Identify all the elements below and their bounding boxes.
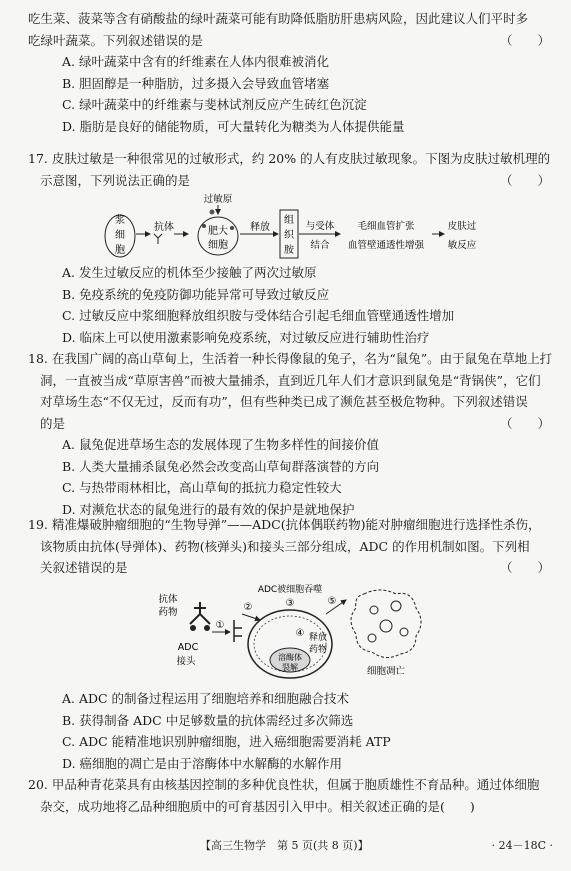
mast-cell-label-2: 细胞: [208, 240, 228, 251]
allergy-mechanism-diagram: [100, 192, 480, 260]
page-footer: [0, 836, 571, 856]
q19-line-1: 19. 精准爆破肿瘤细胞的“生物导弹”——ADC(抗体偶联药物)能对肿瘤细胞进行选择性杀伤，: [28, 517, 541, 532]
allergen-label: 过敏原: [203, 194, 233, 205]
step-3-marker: ③: [285, 598, 295, 609]
adc-drug-label: 药物: [158, 607, 178, 618]
effect-label-2: 血管壁通透性增强: [347, 240, 425, 251]
step-1-marker: ①: [215, 620, 225, 631]
effect-label-1: 毛细血管扩张: [357, 221, 415, 232]
q18-line-1: 18. 在我国广阔的高山草甸上，生活着一种长得像鼠的兔子，名为“鼠兔”。由于鼠兔在草地上打: [28, 351, 553, 366]
plasma-cell-label-2: 细: [115, 230, 125, 241]
q18-line-2: 洞，一直被当成“草原害兽”而被大量捕杀，直到近几年人们才意识到鼠兔是“背锅侠”，它们: [40, 372, 541, 388]
adc-mechanism-diagram: [150, 580, 440, 682]
adc-antibody-label: 抗体: [158, 594, 178, 605]
q17-answer-paren: （ ）: [499, 172, 550, 188]
q18-option-b: B. 人类大量捕杀鼠兔必然会改变高山草甸群落演替的方向: [62, 458, 380, 474]
q19-option-c: C. ADC 能精准地识别肿瘤细胞，进入癌细胞需要消耗 ATP: [62, 734, 391, 749]
footer-exam-code: · 24－18C ·: [491, 839, 553, 852]
q18-option-a: A. 鼠兔促进草场生态的发展体现了生物多样性的间接价值: [62, 437, 379, 452]
q16-option-a: A. 绿叶蔬菜中含有的纤维素在人体内很难被消化: [62, 54, 329, 69]
question-17: [28, 148, 558, 191]
plasma-cell-label-1: 浆: [115, 215, 125, 226]
q18-option-c: C. 与热带雨林相比，高山草甸的抵抗力稳定性较大: [62, 480, 342, 495]
q17-option-a: A. 发生过敏反应的机体至少接触了两次过敏原: [62, 265, 317, 280]
apoptosis-label: 细胞凋亡: [366, 666, 406, 677]
histamine-label-1: 组: [284, 215, 294, 226]
q16-answer-paren: （ ）: [499, 32, 550, 48]
q16-option-b: B. 胆固醇是一种脂肪，过多摄入会导致血管堵塞: [62, 75, 330, 91]
q20-line-1: 20. 甲品种青花菜具有由核基因控制的多种优良性状，但属于胞质雄性不育品种。通过体细胞: [28, 777, 540, 792]
antibody-y-icon: [154, 234, 162, 244]
q18-option-d: D. 对濒危状态的鼠兔进行的最有效的保护是就地保护: [62, 501, 355, 517]
q18-line-4: 的是: [40, 415, 66, 431]
mast-cell-label-1: 肥大: [208, 226, 228, 237]
lysosome-label-1: 溶酶体: [278, 653, 302, 662]
receptor-label-1: 与受体: [305, 221, 335, 232]
adc-linker-label: 接头: [176, 656, 196, 667]
q19-line-3: 关叙述错误的是: [40, 560, 128, 575]
q17-option-d: D. 临床上可以使用激素影响免疫系统，对过敏反应进行辅助性治疗: [62, 329, 430, 345]
step-2-marker: ②: [243, 602, 253, 613]
adc-engulf-label: ADC被细胞吞噬: [257, 585, 323, 595]
footer-page-info: 【高三生物学 第 5 页(共 8 页)】: [200, 839, 369, 852]
release-label: 释放: [250, 222, 270, 233]
histamine-label-2: 织: [284, 230, 294, 241]
apoptotic-cell-shape: [351, 590, 421, 658]
question-19: [28, 514, 558, 579]
q16-line-1: 吃生菜、菠菜等含有硝酸盐的绿叶蔬菜可能有助降低脂肪肝患病风险，因此建议人们平时多: [28, 11, 529, 26]
q20-line-2: 杂交，成功地将乙品种细胞质中的可育基因引入甲中。相关叙述正确的是( ): [40, 798, 475, 814]
q18-line-3: 对草场生态“不仅无过，反而有功”，但有些种类已成了濒危甚至极危物种。下列叙述错误: [40, 394, 528, 409]
question-19-options: [28, 688, 558, 774]
allergen-dot: [210, 210, 215, 215]
histamine-label-3: 胺: [284, 245, 294, 256]
step-5-marker: ⑤: [327, 596, 337, 607]
question-18: [28, 348, 558, 520]
q19-option-a: A. ADC 的制备过程运用了细胞培养和细胞融合技术: [62, 691, 350, 706]
question-16: [28, 8, 558, 137]
result-label-2: 敏反应: [447, 240, 477, 251]
question-20: [28, 774, 558, 817]
q17-line-2: 示意图，下列说法正确的是: [40, 172, 191, 188]
adc-name-label: ADC: [177, 642, 199, 653]
q19-option-d: D. 癌细胞的凋亡是由于溶酶体中水解酶的水解作用: [62, 755, 343, 771]
result-label-1: 皮肤过: [447, 221, 477, 232]
step-4-marker: ④: [295, 628, 305, 639]
q19-line-2: 该物质由抗体(导弹体)、药物(核弹头)和接头三部分组成，ADC 的作用机制如图。下列相: [40, 538, 530, 554]
q16-option-d: D. 脂肪是良好的储能物质，可大量转化为糖类为人体提供能量: [62, 118, 405, 134]
release-drug-label-1: 释放: [308, 633, 328, 643]
q18-answer-paren: （ ）: [499, 415, 550, 431]
q16-line-2: 吃绿叶蔬菜。下列叙述错误的是: [28, 32, 204, 48]
q17-option-b: B. 免疫系统的免疫防御功能异常可导致过敏反应: [62, 286, 330, 302]
question-17-options: [28, 262, 558, 348]
lysosome-label-2: 裂解: [282, 663, 298, 672]
adc-molecule-icon: [190, 602, 210, 624]
release-drug-label-2: 药物: [308, 645, 328, 655]
q17-line-1: 17. 皮肤过敏是一种很常见的过敏形式，约 20% 的人有皮肤过敏现象。下图为皮肤过敏机理的: [28, 151, 551, 166]
antibody-label: 抗体: [154, 222, 174, 233]
q16-option-c: C. 绿叶蔬菜中的纤维素与斐林试剂反应产生砖红色沉淀: [62, 97, 367, 112]
q19-option-b: B. 获得制备 ADC 中足够数量的抗体需经过多次筛选: [62, 712, 354, 728]
q19-answer-paren: （ ）: [499, 560, 550, 575]
plasma-cell-label-3: 胞: [115, 245, 125, 256]
q17-option-c: C. 过敏反应中浆细胞释放组织胺与受体结合引起毛细血管壁通透性增加: [62, 308, 455, 323]
receptor-label-2: 结合: [310, 240, 330, 251]
